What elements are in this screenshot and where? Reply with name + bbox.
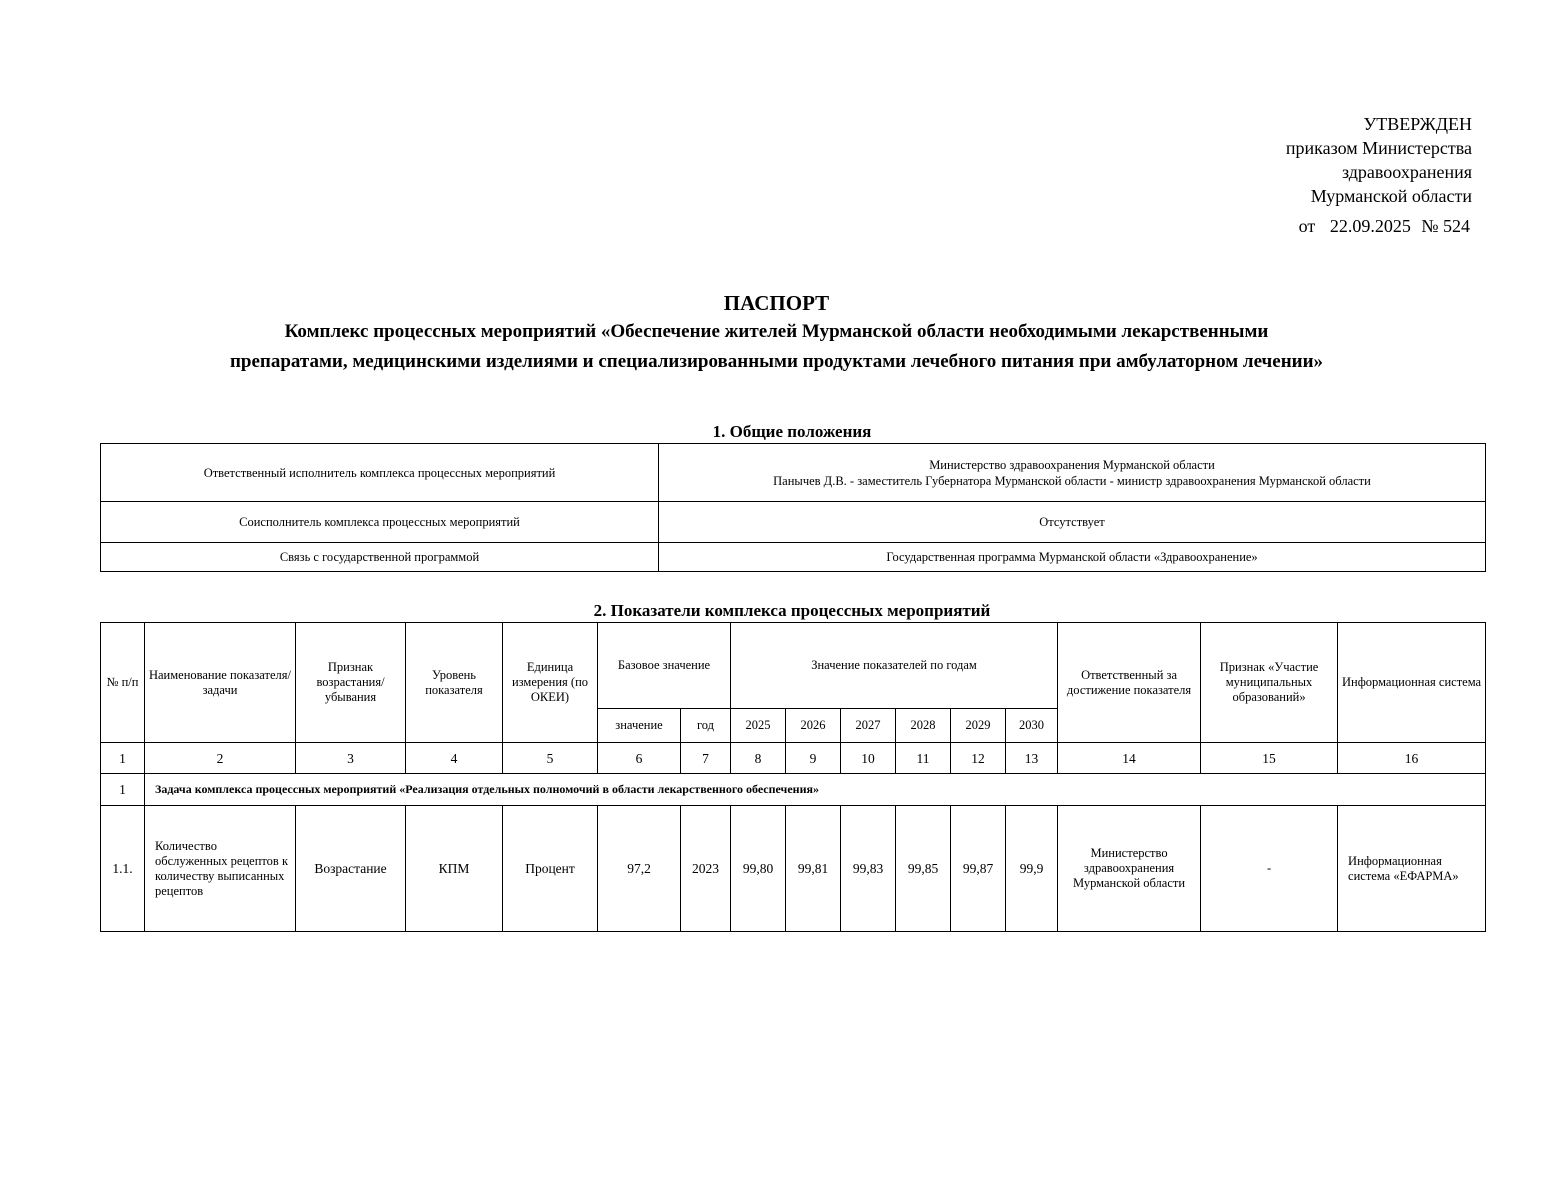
indicator-base-value: 97,2 [598, 806, 681, 932]
header-year: 2027 [841, 709, 896, 743]
order-number: № 524 [1421, 216, 1470, 236]
column-number: 2 [145, 743, 296, 774]
indicator-responsible: Министерство здравоохранения Мурманской области [1058, 806, 1201, 932]
indicator-value-2030: 99,9 [1006, 806, 1058, 932]
header-responsible: Ответственный за достижение показателя [1058, 623, 1201, 743]
task-title: Задача комплекса процессных мероприятий «Реализация отдельных полномочий в области лекарственного обеспечения» [145, 774, 1486, 806]
indicator-unit: Процент [503, 806, 598, 932]
indicator-number: 1.1. [101, 806, 145, 932]
header-year: 2028 [896, 709, 951, 743]
section-1-title: 1. Общие положения [712, 422, 872, 441]
indicator-value-2028: 99,85 [896, 806, 951, 932]
column-number: 5 [503, 743, 598, 774]
table-row [101, 502, 1486, 543]
table-row [101, 444, 1486, 502]
row-label: Соисполнитель комплекса процессных мероприятий [101, 502, 659, 543]
indicator-level: КПМ [406, 806, 503, 932]
approval-block [1286, 112, 1472, 238]
header-sign: Признак возрастания/ убывания [296, 623, 406, 743]
indicator-municipal: - [1201, 806, 1338, 932]
approval-order-line: приказом Министерства [1285, 138, 1472, 158]
title-line-1: Комплекс процессных мероприятий «Обеспечение жителей Мурманской области необходимыми лекарственными [284, 321, 1269, 342]
indicator-sign: Возрастание [296, 806, 406, 932]
column-number: 7 [681, 743, 731, 774]
header-years-group: Значение показателей по годам [731, 623, 1058, 709]
row-label: Связь с государственной программой [101, 543, 659, 572]
column-number: 6 [598, 743, 681, 774]
responsible-person: Панычев Д.В. - заместитель Губернатора Мурманской области - министр здравоохранения Мурманской области [773, 473, 1371, 488]
column-number: 14 [1058, 743, 1201, 774]
column-number: 3 [296, 743, 406, 774]
general-provisions-table [100, 443, 1486, 572]
table-row [101, 806, 1486, 932]
approval-heading: УТВЕРЖДЕН [1363, 114, 1472, 134]
header-base: Базовое значение [598, 623, 731, 709]
responsible-ministry: Министерство здравоохранения Мурманской области [929, 457, 1215, 472]
row-value: Государственная программа Мурманской области «Здравоохранение» [659, 543, 1486, 572]
header-year: 2026 [786, 709, 841, 743]
header-year: 2030 [1006, 709, 1058, 743]
column-number: 8 [731, 743, 786, 774]
passport-heading: ПАСПОРТ [723, 291, 830, 315]
task-row [101, 774, 1486, 806]
section-2-title: 2. Показатели комплекса процессных мероприятий [593, 601, 991, 620]
header-name: Наименование показателя/задачи [145, 623, 296, 743]
column-number: 15 [1201, 743, 1338, 774]
row-value [659, 444, 1486, 502]
header-info-system: Информационная система [1338, 623, 1486, 743]
header-base-value: значение [598, 709, 681, 743]
indicator-value-2029: 99,87 [951, 806, 1006, 932]
column-number: 4 [406, 743, 503, 774]
column-number: 16 [1338, 743, 1486, 774]
header-level: Уровень показателя [406, 623, 503, 743]
indicator-info-system: Информационная система «ЕФАРМА» [1338, 806, 1486, 932]
table-row [101, 543, 1486, 572]
indicator-base-year: 2023 [681, 806, 731, 932]
indicator-value-2025: 99,80 [731, 806, 786, 932]
approval-region-line: Мурманской области [1310, 186, 1472, 206]
column-number: 11 [896, 743, 951, 774]
indicator-value-2027: 99,83 [841, 806, 896, 932]
indicator-value-2026: 99,81 [786, 806, 841, 932]
column-number: 13 [1006, 743, 1058, 774]
column-number: 1 [101, 743, 145, 774]
order-date: 22.09.2025 [1329, 216, 1411, 236]
header-row-1 [101, 623, 1486, 709]
header-num: № п/п [101, 623, 145, 743]
document-title [0, 290, 1553, 376]
indicator-name: Количество обслуженных рецептов к количеству выписанных рецептов [145, 806, 296, 932]
column-number: 9 [786, 743, 841, 774]
approval-order-details [1286, 214, 1472, 238]
row-value: Отсутствует [659, 502, 1486, 543]
task-number: 1 [101, 774, 145, 806]
header-municipal: Признак «Участие муниципальных образований» [1201, 623, 1338, 743]
column-number: 12 [951, 743, 1006, 774]
indicators-table [100, 622, 1486, 932]
header-base-year: год [681, 709, 731, 743]
approval-ministry-line: здравоохранения [1341, 162, 1472, 182]
column-numbers-row [101, 743, 1486, 774]
order-from-label: от [1298, 216, 1316, 236]
column-number: 10 [841, 743, 896, 774]
header-year: 2029 [951, 709, 1006, 743]
title-line-2: препаратами, медицинскими изделиями и специализированными продуктами лечебного питания при амбулаторном лечении» [229, 351, 1324, 372]
header-year: 2025 [731, 709, 786, 743]
header-unit: Единица измерения (по ОКЕИ) [503, 623, 598, 743]
row-label: Ответственный исполнитель комплекса процессных мероприятий [101, 444, 659, 502]
